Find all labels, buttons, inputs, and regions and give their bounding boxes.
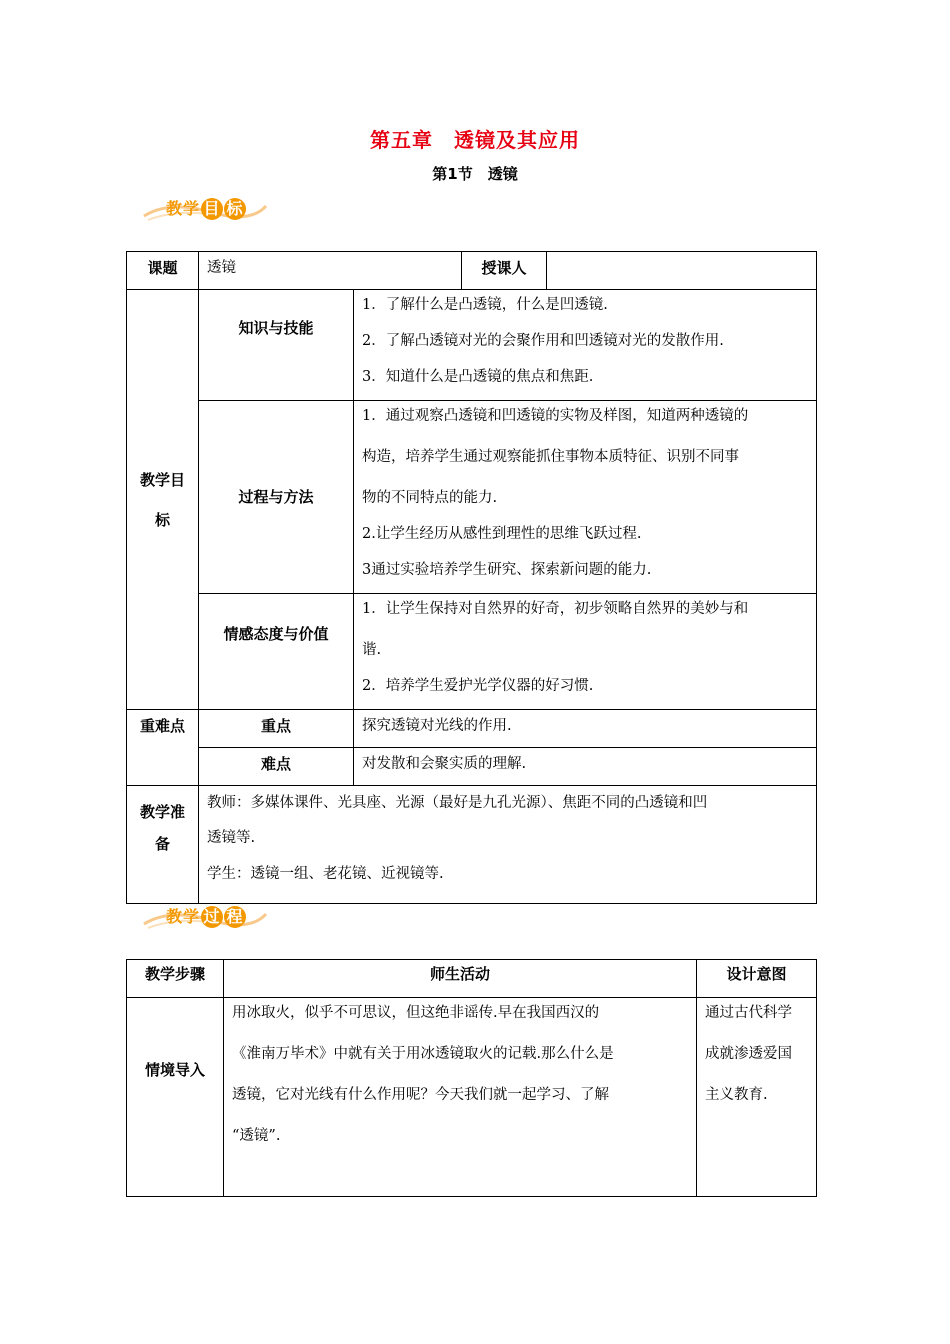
section-title: 第1节 透镜 [432, 165, 518, 183]
objectives-table [126, 251, 817, 904]
teacher-value [547, 252, 817, 290]
list-item: 《淮南万毕术》中就有关于用冰透镜取火的记载.那么什么是 [232, 1046, 614, 1062]
banner-highlight: 标 [224, 198, 246, 220]
prep-items [199, 786, 817, 904]
process-table [126, 959, 817, 1197]
chapter-title: 第五章 透镜及其应用 [370, 128, 580, 152]
list-item: 透镜，它对光线有什么作用呢？今天我们就一起学习、了解 [232, 1087, 609, 1103]
list-item: 1．让学生保持对自然界的好奇，初步领略自然界的美妙与和 [362, 601, 749, 617]
topic-value: 透镜 [199, 252, 462, 290]
key-label: 重点 [199, 710, 354, 748]
key-difficult-label: 重难点 [127, 710, 199, 786]
teaching-objectives-banner [140, 192, 280, 224]
row1-activity [224, 998, 697, 1197]
row1-intent [697, 998, 817, 1197]
process-label: 过程与方法 [199, 401, 354, 594]
list-item: “透镜”. [232, 1128, 281, 1144]
knowledge-label: 知识与技能 [199, 290, 354, 401]
col-activity-header: 师生活动 [224, 960, 697, 998]
list-item: 1．了解什么是凸透镜，什么是凹透镜. [362, 297, 608, 313]
emotion-items [354, 594, 817, 710]
list-item: 教师：多媒体课件、光具座、光源（最好是九孔光源）、焦距不同的凸透镜和凹 [207, 795, 708, 811]
list-item: 2．培养学生爱护光学仪器的好习惯. [362, 678, 594, 694]
list-item: 透镜等. [207, 830, 256, 846]
list-item: 成就渗透爱国 [705, 1046, 792, 1062]
banner-text: 教学 [166, 199, 201, 218]
banner-highlight: 程 [224, 906, 246, 928]
knowledge-items [354, 290, 817, 401]
list-item: 3通过实验培养学生研究、探索新问题的能力. [362, 562, 652, 578]
list-item: 主义教育. [705, 1087, 768, 1103]
col-intent-header: 设计意图 [697, 960, 817, 998]
banner-text: 教学 [166, 907, 201, 926]
teacher-label: 授课人 [462, 252, 547, 290]
list-item: 学生：透镜一组、老花镜、近视镜等. [207, 866, 444, 882]
list-item: 构造，培养学生通过观察能抓住事物本质特征、识别不同事 [362, 449, 739, 465]
list-item: 物的不同特点的能力. [362, 490, 498, 506]
list-item: 2．了解凸透镜对光的会聚作用和凹透镜对光的发散作用. [362, 333, 724, 349]
emotion-label: 情感态度与价值 [199, 594, 354, 710]
process-items [354, 401, 817, 594]
difficult-value: 对发散和会聚实质的理解. [354, 748, 817, 786]
prep-label: 教学准 备 [127, 786, 199, 904]
list-item: 3．知道什么是凸透镜的焦点和焦距. [362, 369, 594, 385]
list-item: 2.让学生经历从感性到理性的思维飞跃过程. [362, 526, 642, 542]
list-item: 谐. [362, 642, 382, 658]
list-item: 通过古代科学 [705, 1005, 792, 1021]
list-item: 1．通过观察凸透镜和凹透镜的实物及样图，知道两种透镜的 [362, 408, 749, 424]
banner-highlight: 目 [201, 198, 223, 220]
col-step-header: 教学步骤 [127, 960, 224, 998]
row1-step: 情境导入 [127, 998, 224, 1197]
topic-label: 课题 [127, 252, 199, 290]
key-value: 探究透镜对光线的作用. [354, 710, 817, 748]
difficult-label: 难点 [199, 748, 354, 786]
teaching-process-banner [140, 900, 280, 932]
goals-label: 教学目 标 [127, 290, 199, 710]
list-item: 用冰取火，似乎不可思议，但这绝非谣传.早在我国西汉的 [232, 1005, 600, 1021]
banner-highlight: 过 [201, 906, 223, 928]
